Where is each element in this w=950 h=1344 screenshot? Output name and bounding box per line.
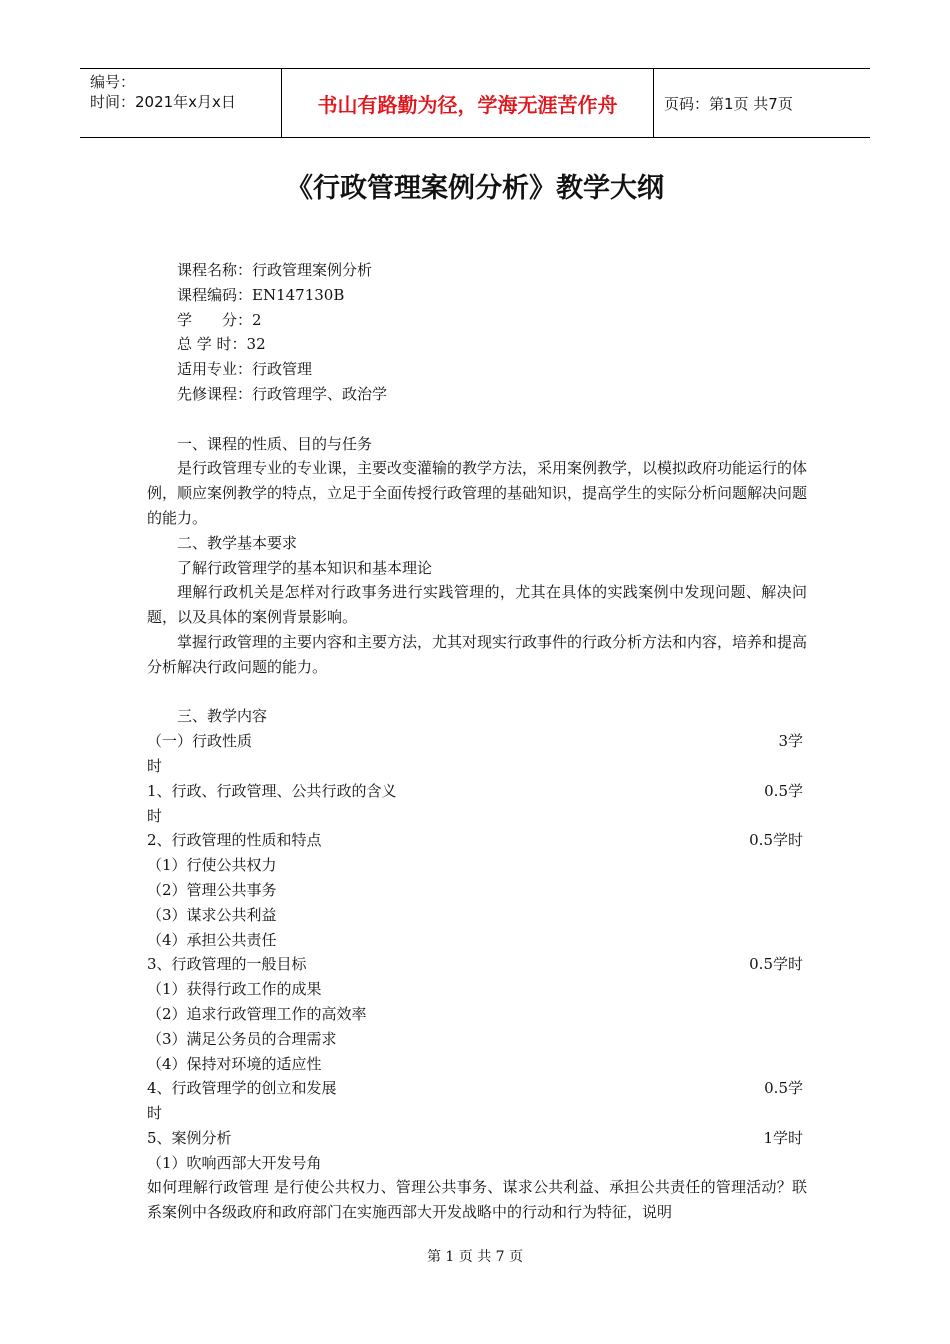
row-hours: 0.5学时 — [749, 955, 803, 974]
header-number: 编号： — [90, 73, 136, 91]
list-item: （1）吹响西部大开发号角 — [147, 1153, 322, 1172]
section2-p2: 理解行政机关是怎样对行政事务进行实践管理的，尤其在具体的实践案例中发现问题、解决问题，以及具体的案例背景影响。 — [147, 583, 807, 627]
section1-text: 是行政管理专业的专业课，主要改变灌输的教学方法，采用案例教学，以模拟政府功能运行的体例，顺应案例教学的特点，立足于全面传授行政管理的基础知识，提高学生的实际分析问题解决问题的能力。 — [147, 459, 808, 527]
content-row — [147, 1076, 807, 1101]
row-hours-wrap: 时 — [147, 1104, 163, 1123]
list-item: （4）承担公共责任 — [147, 930, 277, 949]
info-major: 适用专业：行政管理 — [177, 360, 313, 379]
list-item: （2）管理公共事务 — [147, 880, 277, 899]
content-row — [147, 828, 807, 853]
row-title: 2、行政管理的性质和特点 — [147, 831, 322, 850]
info-prerequisites: 先修课程：行政管理学、政治学 — [177, 384, 388, 403]
info-hours: 总 学 时：32 — [177, 335, 266, 354]
row-title: 4、行政管理学的创立和发展 — [147, 1079, 337, 1098]
header-date: 时间：2021年x月x日 — [90, 93, 236, 111]
header-meta — [80, 69, 282, 137]
info-course-name: 课程名称：行政管理案例分析 — [177, 261, 373, 279]
document-body — [147, 258, 807, 1225]
row-title: （一）行政性质 — [147, 732, 253, 751]
section2-p1: 了解行政管理学的基本知识和基本理论 — [177, 558, 433, 577]
row-hours-wrap: 时 — [147, 806, 163, 825]
document-title: 《行政管理案例分析》教学大纲 — [286, 173, 664, 204]
list-item: （3）满足公务员的合理需求 — [147, 1029, 337, 1048]
row-hours-wrap: 时 — [147, 756, 163, 775]
list-item: （3）谋求公共利益 — [147, 905, 277, 924]
row-hours: 0.5学时 — [749, 831, 803, 850]
document-header — [80, 68, 870, 138]
row-title: 1、行政、行政管理、公共行政的含义 — [147, 781, 397, 800]
header-page: 页码：第1页 共7页 — [664, 94, 793, 113]
info-course-code: 课程编码：EN147130B — [177, 285, 345, 304]
row-hours: 0.5学 — [764, 1079, 803, 1098]
content-row — [147, 952, 807, 977]
list-item: （1）获得行政工作的成果 — [147, 980, 322, 999]
list-item: （1）行使公共权力 — [147, 856, 277, 875]
row-hours: 1学时 — [763, 1128, 803, 1147]
list-item: （2）追求行政管理工作的高效率 — [147, 1004, 367, 1023]
section3-heading: 三、教学内容 — [177, 707, 268, 726]
case-question-text: 如何理解行政管理 是行使公共权力、管理公共事务、谋求公共利益、承担公共责任的管理活动？联系案例中各级政府和政府部门在实施西部大开发战略中的行动和行为特征，说明 — [147, 1178, 807, 1222]
page-footer: 第 1 页 共 7 页 — [426, 1249, 524, 1265]
content-row — [147, 1126, 807, 1151]
row-title: 3、行政管理的一般目标 — [147, 955, 307, 974]
content-row — [147, 779, 807, 804]
row-hours: 0.5学 — [764, 781, 803, 800]
content-row — [147, 729, 807, 754]
section1-heading: 一、课程的性质、目的与任务 — [177, 434, 373, 453]
section2-p3: 掌握行政管理的主要内容和主要方法，尤其对现实行政事件的行政分析方法和内容，培养和提高分析解决行政问题的能力。 — [147, 632, 808, 676]
section2-heading: 二、教学基本要求 — [177, 533, 298, 552]
row-hours: 3学 — [778, 732, 803, 751]
list-item: （4）保持对环境的适应性 — [147, 1054, 322, 1073]
row-title: 5、案例分析 — [147, 1128, 232, 1147]
header-motto: 书山有路勤为径，学海无涯苦作舟 — [282, 69, 654, 137]
info-credits: 学 分：2 — [177, 310, 262, 329]
